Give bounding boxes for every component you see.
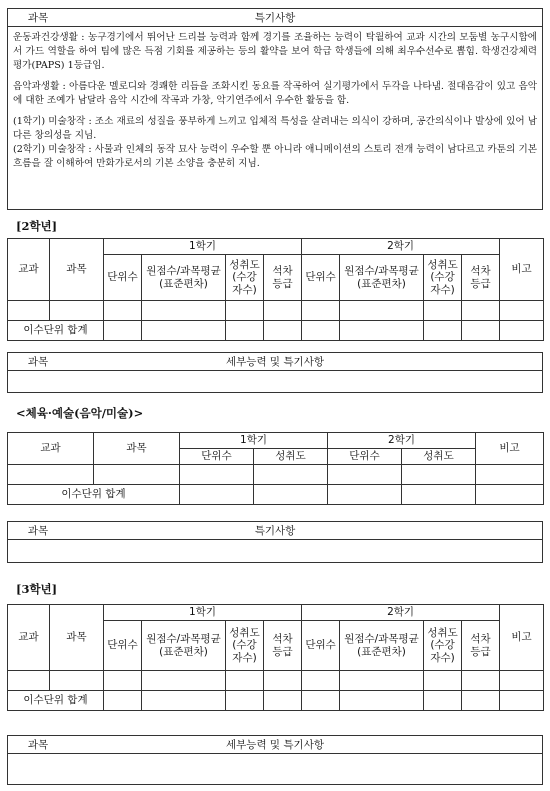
sem2-units: 단위수 (302, 621, 340, 671)
sem1-ach: 성취도 (수강 자수) (226, 255, 264, 301)
subject-header: 과목 (27, 356, 49, 368)
sem1-units: 단위수 (180, 449, 254, 465)
col-area: 교과 (8, 239, 50, 301)
table-row (8, 465, 544, 485)
col-subject: 과목 (50, 605, 104, 671)
grade3-table (7, 604, 544, 711)
total-label: 이수단위 합계 (8, 691, 104, 711)
sem1-raw: 원점수/과목평균 (표준편차) (142, 255, 226, 301)
detail-header: 세부능력 및 특기사항 (226, 356, 324, 368)
sem1-rank: 석차 등급 (264, 255, 302, 301)
grade3-title: [3학년] (16, 582, 58, 596)
remarks-box (7, 8, 543, 210)
sem1-units: 단위수 (104, 255, 142, 301)
subject-header: 과목 (27, 525, 49, 537)
sem1-units: 단위수 (104, 621, 142, 671)
sem1-header: 1학기 (104, 605, 302, 621)
total-row (8, 485, 544, 505)
detail-header: 세부능력 및 특기사항 (226, 739, 324, 751)
sem2-header: 2학기 (302, 239, 500, 255)
sem2-raw: 원점수/과목평균 (표준편차) (340, 621, 424, 671)
col-area: 교과 (8, 433, 94, 465)
grade2-title: [2학년] (16, 219, 58, 233)
col-subject: 과목 (94, 433, 180, 465)
total-row (8, 321, 544, 341)
remarks-content (8, 27, 542, 173)
sem1-ach: 성취도 (수강 자수) (226, 621, 264, 671)
sem1-raw: 원점수/과목평균 (표준편차) (142, 621, 226, 671)
arts-title: <체육·예술(음악/미술)> (16, 406, 144, 420)
total-row (8, 691, 544, 711)
sem2-raw: 원점수/과목평균 (표준편차) (340, 255, 424, 301)
sem2-rank: 석차 등급 (462, 621, 500, 671)
remarks-header (8, 9, 542, 27)
grade3-detail-box (7, 735, 543, 785)
sem2-units: 단위수 (302, 255, 340, 301)
arts-detail-box (7, 521, 543, 563)
sem2-ach: 성취도 (402, 449, 476, 465)
total-label: 이수단위 합계 (8, 321, 104, 341)
grade2-detail-box (7, 352, 543, 393)
table-row (8, 671, 544, 691)
col-note: 비고 (500, 239, 544, 301)
sem2-ach: 성취도 (수강 자수) (424, 255, 462, 301)
col-subject: 과목 (50, 239, 104, 301)
total-label: 이수단위 합계 (8, 485, 180, 505)
arts-table (7, 432, 544, 505)
sem2-rank: 석차 등급 (462, 255, 500, 301)
subject-header: 과목 (27, 739, 49, 751)
grade2-table (7, 238, 544, 341)
note-pe: 운동과건강생활 : 농구경기에서 뛰어난 드리블 능력과 함께 경기를 조율하는 능력이 탁월하여 교과 시간의 모둠별 농구시합에서 가드 역할을 하여 팀에 많은 득점 기회를 제공하는 등의 활약을 보여 학급 학생들에 의해 최우수선수로 뽑힘. 학생건강체력평가(PAPS) 1등급임. (13, 32, 537, 71)
col-note: 비고 (476, 433, 544, 465)
col-area: 교과 (8, 605, 50, 671)
sem2-header: 2학기 (302, 605, 500, 621)
note-music: 음악과생활 : 아름다운 멜로디와 경쾌한 리듬을 조화시킨 동요를 작곡하여 실기평가에서 두각을 나타냄. 절대음감이 있고 음악에 대한 조예가 남달라 음악 시간에 작곡과 가창, 악기연주에서 우수한 활동을 함. (13, 81, 537, 106)
note-art-sem1: (1학기) 미술창작 : 조소 재료의 성질을 풍부하게 느끼고 입체적 특성을 살려내는 의식이 강하며, 공간의식이나 발상에 있어 남다른 창의성을 지님. (13, 116, 537, 141)
remarks-header-label: 특기사항 (254, 12, 296, 24)
table-row (8, 301, 544, 321)
sem2-units: 단위수 (328, 449, 402, 465)
col-note: 비고 (500, 605, 544, 671)
subject-header: 과목 (27, 12, 49, 24)
sem1-header: 1학기 (180, 433, 328, 449)
sem1-header: 1학기 (104, 239, 302, 255)
remarks-header-label: 특기사항 (254, 525, 296, 537)
sem1-rank: 석차 등급 (264, 621, 302, 671)
note-art-sem2: (2학기) 미술창작 : 사물과 인체의 동작 묘사 능력이 우수할 뿐 아니라 애니메이션의 스토리 전개 능력이 남다르고 카툰의 기본 흐름을 잘 이해하여 만화가로서의 기본 소양을 충분히 지님. (13, 144, 537, 169)
sem2-ach: 성취도 (수강 자수) (424, 621, 462, 671)
sem1-ach: 성취도 (254, 449, 328, 465)
sem2-header: 2학기 (328, 433, 476, 449)
